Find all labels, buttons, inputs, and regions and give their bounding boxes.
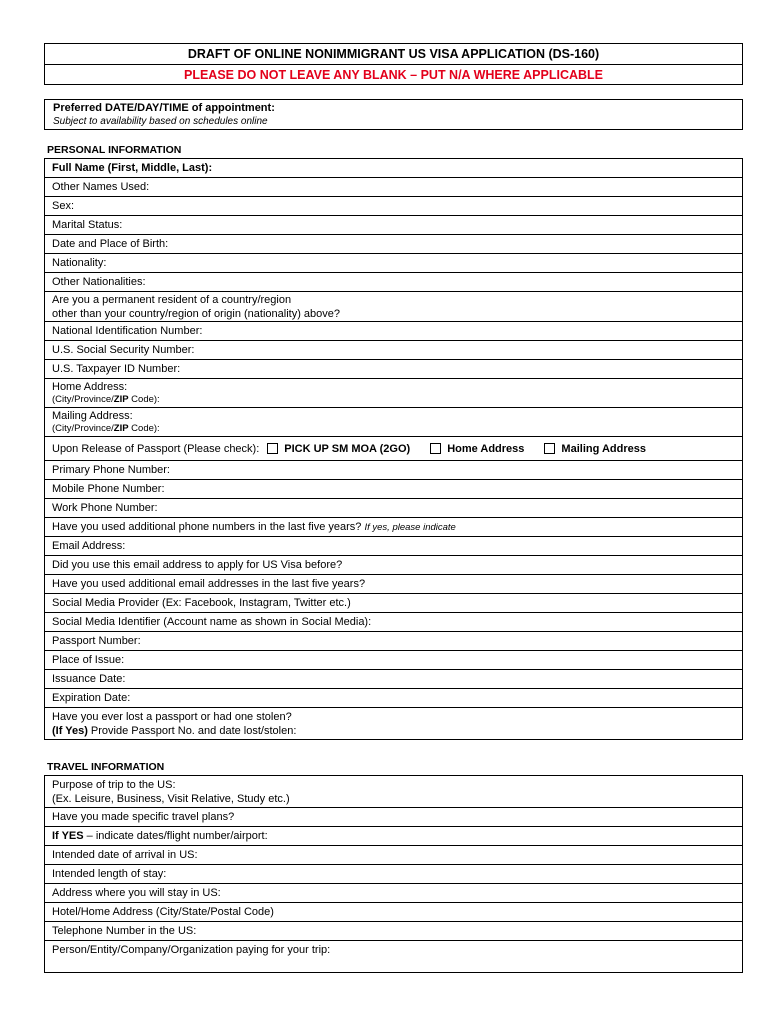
- national-id-field[interactable]: [45, 322, 742, 341]
- home-address-checkbox[interactable]: [430, 443, 441, 454]
- home-option-label: Home Address: [447, 442, 525, 455]
- trip-payer-field[interactable]: [45, 941, 742, 972]
- travel-plans-label: Have you made specific travel plans?: [52, 811, 235, 823]
- release-option-pickup[interactable]: [267, 443, 410, 455]
- perm-resident-field[interactable]: [45, 292, 742, 322]
- taxpayer-id-label: U.S. Taxpayer ID Number:: [52, 363, 181, 375]
- us-telephone-label: Telephone Number in the US:: [52, 925, 197, 937]
- form-warning: PLEASE DO NOT LEAVE ANY BLANK – PUT N/A WHERE APPLICABLE: [183, 68, 603, 82]
- social-identifier-label: Social Media Identifier (Account name as shown in Social Media):: [52, 616, 372, 628]
- mailing-address-hint: (City/Province/ZIP Code):: [52, 423, 160, 434]
- release-option-home[interactable]: [430, 443, 524, 455]
- us-telephone-field[interactable]: [45, 922, 742, 941]
- lost-passport-label-line2: (If Yes) Provide Passport No. and date lost/stolen:: [52, 724, 297, 737]
- mobile-phone-field[interactable]: [45, 480, 742, 499]
- travel-info-heading: TRAVEL INFORMATION: [47, 761, 165, 773]
- nationality-field[interactable]: [45, 254, 742, 273]
- additional-phones-hint: If yes, please indicate: [364, 521, 456, 533]
- mailing-address-label: Mailing Address:: [52, 410, 133, 422]
- national-id-label: National Identification Number:: [52, 325, 203, 337]
- email-field[interactable]: [45, 537, 742, 556]
- pickup-option-label: PICK UP SM MOA (2GO): [284, 442, 411, 455]
- flight-details-field[interactable]: [45, 827, 742, 846]
- email-used-label: Did you use this email address to apply for US Visa before?: [52, 559, 343, 571]
- ssn-label: U.S. Social Security Number:: [52, 344, 195, 356]
- social-provider-label: Social Media Provider (Ex: Facebook, Instagram, Twitter etc.): [52, 597, 351, 609]
- trip-purpose-label-line2: (Ex. Leisure, Business, Visit Relative, Study etc.): [52, 792, 290, 805]
- place-of-issue-label: Place of Issue:: [52, 654, 125, 666]
- primary-phone-label: Primary Phone Number:: [52, 464, 170, 476]
- nationality-label: Nationality:: [52, 257, 107, 269]
- mailing-address-checkbox[interactable]: [544, 443, 555, 454]
- work-phone-field[interactable]: [45, 499, 742, 518]
- sex-field[interactable]: [45, 197, 742, 216]
- home-address-hint: (City/Province/ZIP Code):: [52, 394, 160, 405]
- lost-passport-label-line1: Have you ever lost a passport or had one stolen?: [52, 710, 292, 723]
- trip-purpose-field[interactable]: [45, 776, 742, 808]
- sex-label: Sex:: [52, 200, 75, 212]
- other-nationalities-label: Other Nationalities:: [52, 276, 146, 288]
- appointment-label: Preferred DATE/DAY/TIME of appointment:: [53, 102, 275, 114]
- taxpayer-id-field[interactable]: [45, 360, 742, 379]
- personal-info-table: [44, 158, 743, 740]
- pickup-checkbox[interactable]: [267, 443, 278, 454]
- other-names-field[interactable]: [45, 178, 742, 197]
- passport-number-field[interactable]: [45, 632, 742, 651]
- additional-phones-label: Have you used additional phone numbers in the last five years? If yes, please indicate: [52, 520, 456, 533]
- arrival-date-field[interactable]: [45, 846, 742, 865]
- marital-status-label: Marital Status:: [52, 219, 123, 231]
- stay-address-label: Address where you will stay in US:: [52, 887, 221, 899]
- additional-emails-label: Have you used additional email addresses in the last five years?: [52, 578, 366, 590]
- form-title-box: [44, 43, 743, 85]
- expiration-date-field[interactable]: [45, 689, 742, 708]
- place-of-issue-field[interactable]: [45, 651, 742, 670]
- email-label: Email Address:: [52, 540, 126, 552]
- other-nationalities-field[interactable]: [45, 273, 742, 292]
- perm-resident-label-line1: Are you a permanent resident of a country/region: [52, 293, 292, 306]
- length-of-stay-field[interactable]: [45, 865, 742, 884]
- personal-info-heading: PERSONAL INFORMATION: [47, 144, 182, 156]
- mailing-address-field[interactable]: [45, 408, 742, 437]
- home-address-field[interactable]: [45, 379, 742, 408]
- work-phone-label: Work Phone Number:: [52, 502, 158, 514]
- passport-number-label: Passport Number:: [52, 635, 141, 647]
- trip-purpose-label-line1: Purpose of trip to the US:: [52, 778, 176, 791]
- trip-payer-label: Person/Entity/Company/Organization paying for your trip:: [52, 944, 331, 956]
- email-used-field[interactable]: [45, 556, 742, 575]
- release-option-mailing[interactable]: [544, 443, 646, 455]
- stay-address-field[interactable]: [45, 884, 742, 903]
- issuance-date-field[interactable]: [45, 670, 742, 689]
- dob-place-label: Date and Place of Birth:: [52, 238, 169, 250]
- marital-status-field[interactable]: [45, 216, 742, 235]
- full-name-field[interactable]: [45, 159, 742, 178]
- appointment-note: Subject to availability based on schedules online: [53, 116, 268, 127]
- arrival-date-label: Intended date of arrival in US:: [52, 849, 198, 861]
- perm-resident-label-line2: other than your country/region of origin (nationality) above?: [52, 307, 341, 320]
- additional-phones-field[interactable]: [45, 518, 742, 537]
- additional-emails-field[interactable]: [45, 575, 742, 594]
- primary-phone-field[interactable]: [45, 461, 742, 480]
- passport-release-field: [45, 437, 742, 461]
- flight-details-label: If YES – indicate dates/flight number/airport:: [52, 830, 268, 842]
- other-names-label: Other Names Used:: [52, 181, 150, 193]
- lost-passport-field[interactable]: [45, 708, 742, 739]
- ssn-field[interactable]: [45, 341, 742, 360]
- mailing-option-label: Mailing Address: [561, 442, 646, 455]
- issuance-date-label: Issuance Date:: [52, 673, 126, 685]
- travel-info-table: [44, 775, 743, 973]
- form-title: DRAFT OF ONLINE NONIMMIGRANT US VISA APPLICATION (DS-160): [45, 44, 742, 65]
- home-address-label: Home Address:: [52, 381, 128, 393]
- full-name-label: Full Name (First, Middle, Last):: [52, 162, 213, 174]
- mobile-phone-label: Mobile Phone Number:: [52, 483, 165, 495]
- appointment-box[interactable]: [44, 99, 743, 130]
- social-provider-field[interactable]: [45, 594, 742, 613]
- travel-plans-field[interactable]: [45, 808, 742, 827]
- expiration-date-label: Expiration Date:: [52, 692, 131, 704]
- passport-release-label: Upon Release of Passport (Please check):: [52, 442, 260, 455]
- hotel-address-label: Hotel/Home Address (City/State/Postal Code): [52, 906, 274, 918]
- hotel-address-field[interactable]: [45, 903, 742, 922]
- dob-place-field[interactable]: [45, 235, 742, 254]
- social-identifier-field[interactable]: [45, 613, 742, 632]
- length-of-stay-label: Intended length of stay:: [52, 868, 167, 880]
